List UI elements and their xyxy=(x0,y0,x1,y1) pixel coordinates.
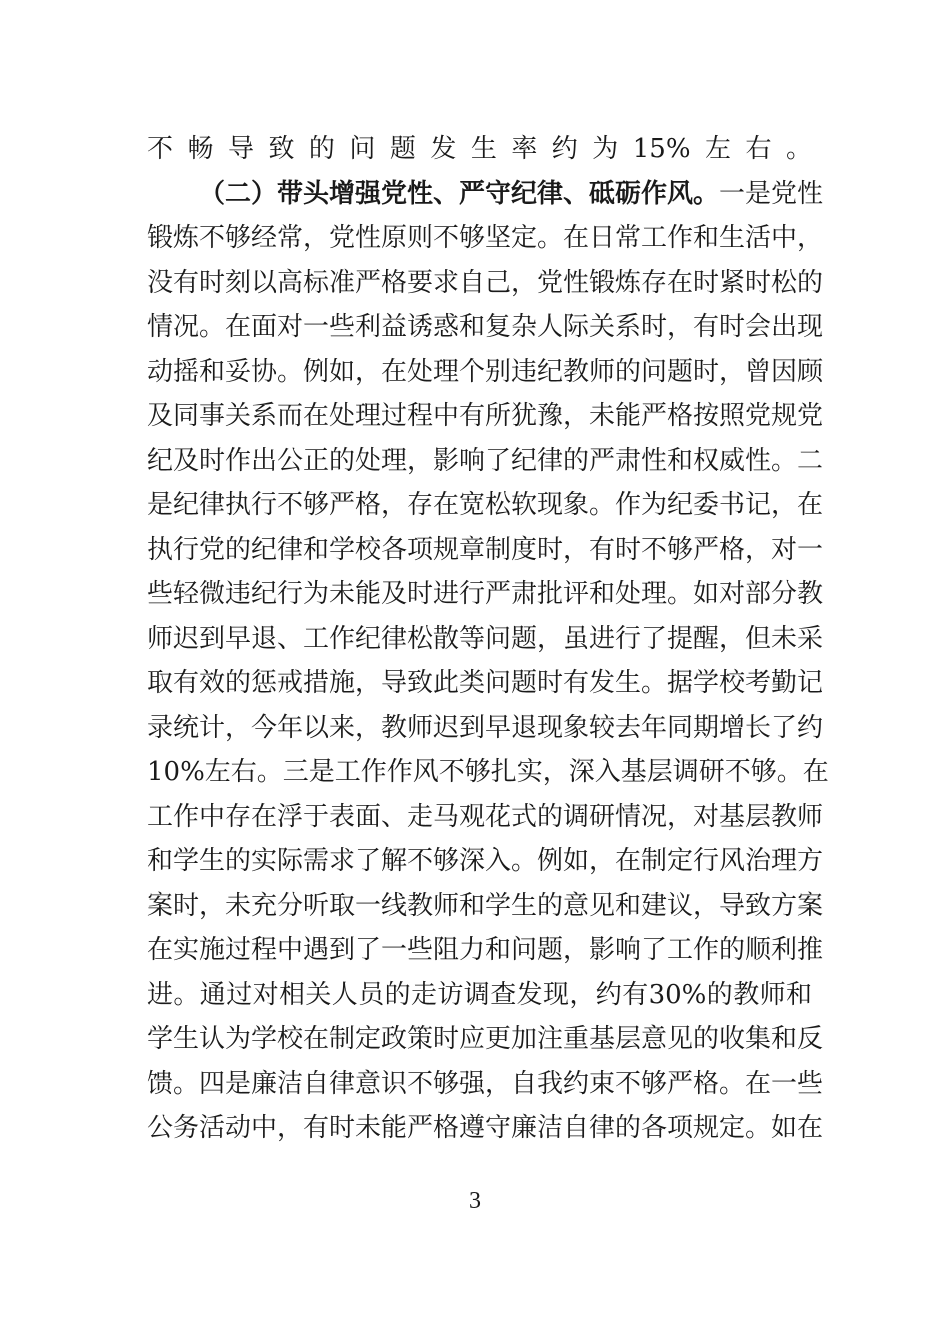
body-text xyxy=(147,127,829,1151)
text-line: 动摇和妥协。例如，在处理个别违纪教师的问题时，曾因顾 xyxy=(147,356,824,387)
text-line: 执行党的纪律和学校各项规章制度时，有时不够严格，对一 xyxy=(147,534,824,565)
text-line: 取有效的惩戒措施，导致此类问题时有发生。据学校考勤记 xyxy=(147,668,824,698)
text-line: 在实施过程中遇到了一些阻力和问题，影响了工作的顺利推 xyxy=(147,935,824,965)
text-line: 公务活动中，有时未能严格遵守廉洁自律的各项规定。如在 xyxy=(147,1113,824,1143)
section-heading-line xyxy=(147,172,824,217)
text-line: 师迟到早退、工作纪律松散等问题，虽进行了提醒，但未采 xyxy=(147,623,824,654)
heading-line-text: 一是党性 xyxy=(719,178,824,209)
page-number: 3 xyxy=(469,1188,481,1214)
text-line: 及同事关系而在处理过程中有所犹豫，未能严格按照党规党 xyxy=(147,401,824,431)
text-line: 是纪律执行不够严格，存在宽松软现象。作为纪委书记，在 xyxy=(147,490,824,520)
text-line: 工作中存在浮于表面、走马观花式的调研情况，对基层教师 xyxy=(147,801,824,832)
text-line: 不畅导致的问题发生率约为15%左右。 xyxy=(147,134,812,164)
text-line: 些轻微违纪行为未能及时进行严肃批评和处理。如对部分教 xyxy=(147,579,824,609)
text-line: 锻炼不够经常，党性原则不够坚定。在日常工作和生活中， xyxy=(147,223,824,253)
section-heading: （二）带头增强党性、严守纪律、砥砺作风。 xyxy=(199,178,720,209)
text-line: 情况。在面对一些利益诱惑和复杂人际关系时，有时会出现 xyxy=(147,312,824,342)
text-line: 馈。四是廉洁自律意识不够强，自我约束不够严格。在一些 xyxy=(147,1068,824,1099)
text-line: 10%左右。三是工作作风不够扎实，深入基层调研不够。在 xyxy=(147,757,829,787)
text-line: 进。通过对相关人员的走访调查发现，约有30%的教师和 xyxy=(147,979,812,1010)
text-line: 录统计，今年以来，教师迟到早退现象较去年同期增长了约 xyxy=(147,712,824,743)
text-line: 纪及时作出公正的处理，影响了纪律的严肃性和权威性。二 xyxy=(147,445,824,476)
text-line: 案时，未充分听取一线教师和学生的意见和建议，导致方案 xyxy=(147,890,824,921)
text-line: 和学生的实际需求了解不够深入。例如，在制定行风治理方 xyxy=(147,846,824,876)
text-line: 没有时刻以高标准严格要求自己，党性锻炼存在时紧时松的 xyxy=(147,267,824,298)
text-line: 学生认为学校在制定政策时应更加注重基层意见的收集和反 xyxy=(147,1024,824,1054)
